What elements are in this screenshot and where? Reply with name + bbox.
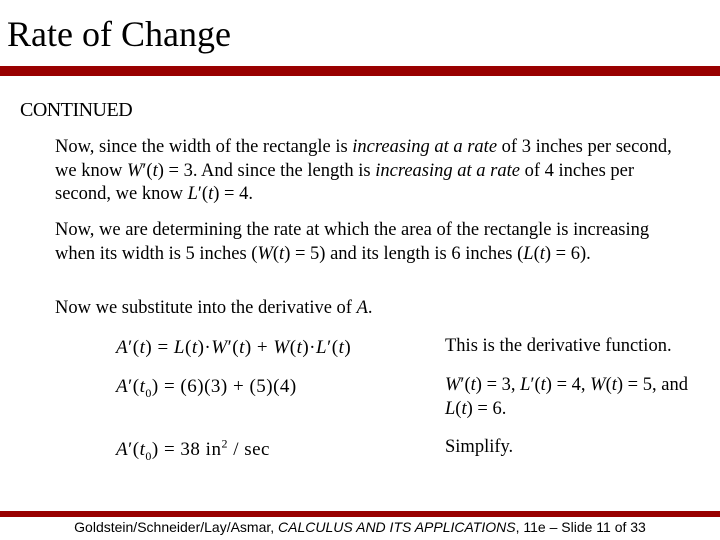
math-symbol: ′( [327,337,339,358]
text-run: ( [533,243,540,264]
math-variable: L [523,243,534,264]
math-subscript: 0 [145,448,152,463]
text-run: ( [272,243,280,264]
text-run: ) = 4, [545,375,591,395]
math-variable: t [152,160,158,181]
math-variable: A [356,298,368,318]
math-variable: t [139,439,146,460]
footer-slide-info: , 11e – Slide 11 of 33 [515,519,646,535]
math-variable: t [296,337,303,358]
equation-derivative-function [116,335,351,361]
math-variable: L [445,398,456,419]
paragraph-current-dimensions [55,219,685,266]
math-variable: W [126,160,143,181]
text-run: ) = 6). [544,243,591,264]
math-variable: t [139,376,146,397]
note-simplify: Simplify. [445,437,514,457]
math-variable: t [338,337,345,358]
text-run: ) = 4. [213,184,253,204]
math-unit: / sec [227,439,270,460]
equation-result [116,437,270,463]
footer-book-title: CALCULUS AND ITS APPLICATIONS [278,519,516,535]
text-run: . [367,298,373,318]
math-variable: t [139,337,146,358]
text-run: of 4 inches per second, we know [55,160,635,204]
math-variable: A [116,376,129,397]
text-run: ) = 5) and its length is 6 inches ( [284,243,524,264]
text-run: Now, since the width of the rectangle is [55,137,353,157]
slide-footer [0,518,720,536]
math-variable: t [208,184,214,204]
math-superscript: 2 [221,436,228,451]
math-variable: A [116,337,129,358]
math-variable: t [191,337,198,358]
text-run: ′( [530,375,541,395]
paragraph-substitute [55,297,685,321]
text-run: ) = 6. [466,398,507,419]
math-variable: A [116,439,129,460]
math-variable: L [173,337,185,358]
math-subscript: 0 [145,385,152,400]
math-variable: t [279,243,285,264]
top-divider-bar [0,66,720,76]
note-known-values [445,374,715,421]
text-run: ) = 5, and [616,375,688,395]
text-run: Now, we are determining the rate at which the area of the rectangle is increasing when its width is 5 inches ( [55,220,650,264]
text-run: Now we substitute into the derivative of [55,298,357,318]
note-derivative-function: This is the derivative function. [445,336,672,356]
text-run: ′( [142,160,153,181]
math-variable: W [273,337,290,358]
text-run: ) = 3, [475,375,521,395]
math-variable: L [520,375,531,395]
math-variable: t [611,375,617,395]
math-variable: t [540,375,546,395]
paragraph-rates-given [55,136,685,207]
math-symbol: ′( [128,337,140,358]
text-run: ′( [197,184,209,204]
math-symbol: ) = [145,337,174,358]
text-run: ′( [460,375,471,395]
subtitle: CONTINUED [20,99,133,121]
math-variable: W [590,375,606,395]
math-variable: W [257,243,273,264]
math-variable: L [187,184,198,204]
math-variable: t [539,243,545,264]
equation-substitution [116,374,297,400]
math-expression: ) = (6)(3) + (5)(4) [151,376,297,397]
math-symbol: )· [197,337,212,358]
bottom-divider-bar [0,511,720,517]
math-variable: t [239,337,245,358]
footer-authors: Goldstein/Schneider/Lay/Asmar, [74,519,279,535]
math-symbol: ) [344,337,352,358]
math-variable: W [445,375,461,395]
text-run: ) = 3. And since the length is [157,160,376,181]
math-variable: t [461,398,467,419]
text-run: ( [455,398,462,419]
math-symbol: )· [302,337,316,358]
math-symbol: ′( [227,337,240,358]
math-variable: W [211,337,228,358]
math-variable: t [470,375,476,395]
math-symbol: ′( [128,376,140,397]
math-symbol: ( [185,337,192,358]
slide-title: Rate of Change [7,14,231,54]
math-symbol: ′( [128,439,140,460]
math-symbol: ( [289,337,297,358]
math-symbol: ) + [244,337,274,358]
math-expression: ) = 38 in [151,439,222,460]
emphasis-text: increasing at a rate [352,137,498,157]
emphasis-text: increasing at a rate [375,160,520,181]
math-variable: L [316,337,328,358]
text-run: of 3 inches per second, we know [55,137,672,181]
text-run: ( [605,375,612,395]
